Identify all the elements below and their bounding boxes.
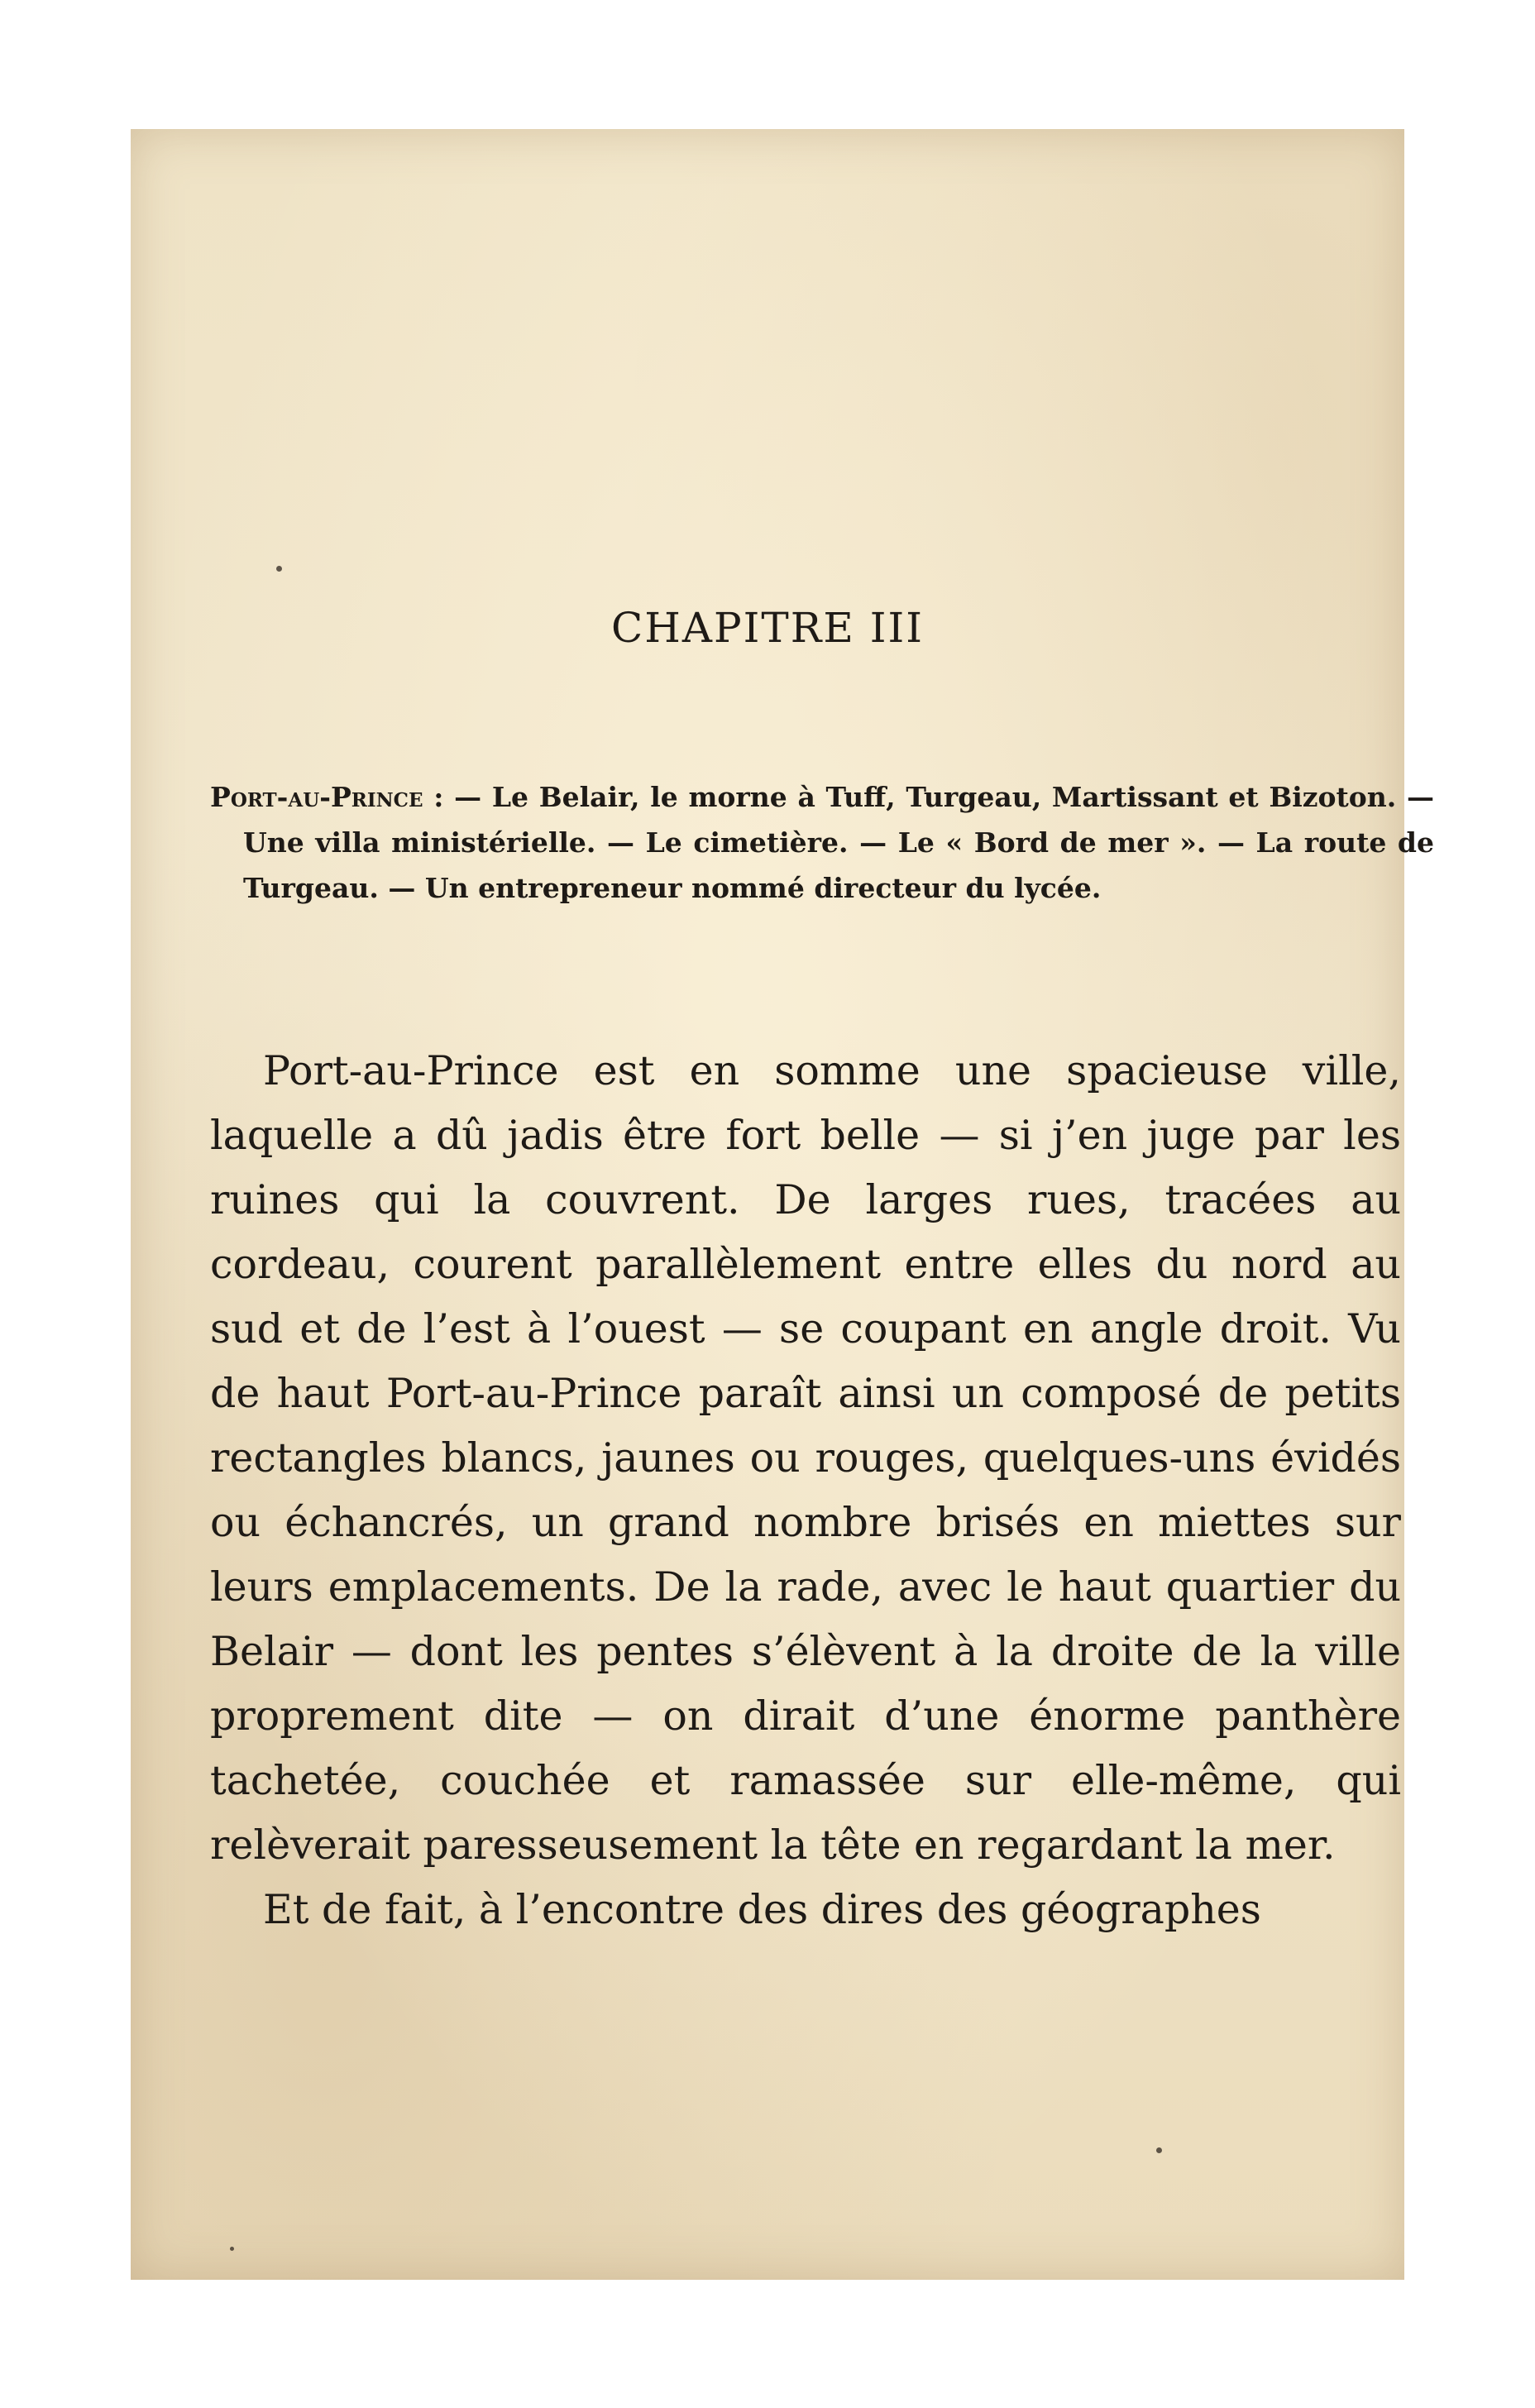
ink-speck — [230, 2247, 234, 2251]
paragraph: Port-au-Prince est en somme une spacieuse ville, laquelle a dû jadis être fort belle — si j’en juge par les ruines qui la couvrent. De larges rues, tracées au cordeau, courent parallèlement entre elles du nord au sud et de l’est à l’ouest — se coupant en angle droit. Vu de haut Port-au-Prince paraît ainsi un composé de petits rectangles blancs, jaunes ou rouges, quelques-uns évidés ou échancrés, un grand nombre brisés en miettes sur leurs emplacements. De la rade, avec le haut quartier du Belair — dont les pentes s’élèvent à la droite de la ville proprement dite — on dirait d’une énorme panthère tachetée, couchée et ramassée sur elle-même, qui relèverait paresseusement la tête en regardant la mer. — [210, 1047, 1401, 1869]
paragraph: Et de fait, à l’encontre des dires des géographes — [263, 1886, 1261, 1933]
chapter-title: CHAPITRE III — [610, 604, 924, 652]
body-text — [210, 1039, 1401, 1942]
ink-speck — [276, 566, 282, 572]
chapter-summary — [210, 774, 1434, 911]
summary-text: : — Le Belair, le morne à Tuff, Turgeau, Martissant et Bizoton. — Une villa ministérielle. — Le cimetière. — Le « Bord de mer ». — La route de Turgeau. — Un entrepreneur nommé directeur du lycée. — [243, 781, 1434, 904]
summary-lead: Port-au-Prince — [210, 781, 423, 813]
book-page — [131, 129, 1434, 2280]
ink-speck — [1156, 2147, 1162, 2153]
